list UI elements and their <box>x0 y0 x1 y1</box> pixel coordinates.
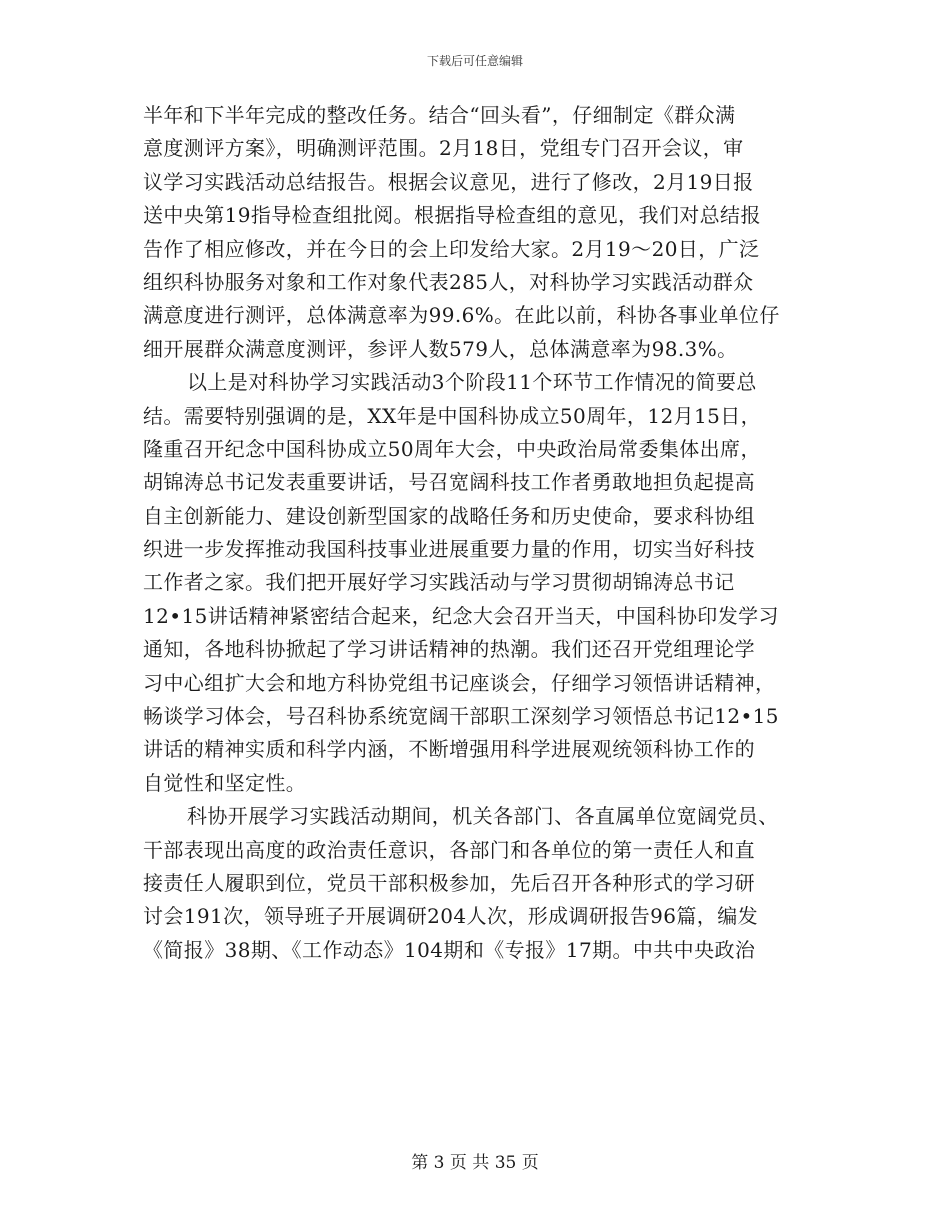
text-line: 12•15讲话精神紧密结合起来，纪念大会召开当天，中国科协印发学习 <box>143 603 779 628</box>
page-footer: 第 3 页 共 35 页 <box>411 1153 539 1173</box>
text-line: 意度测评方案》，明确测评范围。2月18日，党组专门召开会议，审 <box>143 136 744 161</box>
text-line: 自主创新能力、建设创新型国家的战略任务和历史使命，要求科协组 <box>143 503 755 528</box>
text-line: 习中心组扩大会和地方科协党组书记座谈会，仔细学习领悟讲话精神， <box>143 670 776 695</box>
text-line: 胡锦涛总书记发表重要讲话，号召宽阔科技工作者勇敢地担负起提高 <box>143 470 755 495</box>
text-line: 告作了相应修改，并在今日的会上印发给大家。2月19～20日，广泛 <box>143 236 760 261</box>
text-line: 干部表现出高度的政治责任意识，各部门和各单位的第一责任人和直 <box>143 837 755 862</box>
text-line: 接责任人履职到位，党员干部积极参加，先后召开各种形式的学习研 <box>143 870 755 895</box>
text-line: 讲话的精神实质和科学内涵，不断增强用科学进展观统领科协工作的 <box>143 737 755 762</box>
text-line: 织进一步发挥推动我国科技事业进展重要力量的作用，切实当好科技 <box>143 537 755 562</box>
text-line: 满意度进行测评，总体满意率为99.6%。在此以前，科协各事业单位仔 <box>143 303 780 328</box>
text-line: 议学习实践活动总结报告。根据会议意见，进行了修改，2月19日报 <box>143 169 754 194</box>
text-line: 科协开展学习实践活动期间，机关各部门、各直属单位宽阔党员、 <box>187 804 779 829</box>
paragraph <box>143 99 815 366</box>
text-line: 讨会191次，领导班子开展调研204人次，形成调研报告96篇，编发 <box>143 904 758 929</box>
page-header: 下载后可任意编辑 <box>426 54 523 68</box>
paragraph <box>143 366 815 800</box>
text-line: 通知，各地科协掀起了学习讲话精神的热潮。我们还召开党组理论学 <box>143 637 755 662</box>
paragraph <box>143 800 815 967</box>
text-line: 结。需要特别强调的是，XX年是中国科协成立50周年，12月15日， <box>143 403 762 428</box>
text-line: 送中央第19指导检查组批阅。根据指导检查组的意见，我们对总结报 <box>143 203 761 228</box>
text-line: 《简报》38期、《工作动态》104期和《专报》17期。中共中央政治 <box>143 937 756 962</box>
text-line: 自觉性和坚定性。 <box>143 770 307 795</box>
text-line: 畅谈学习体会，号召科协系统宽阔干部职工深刻学习领悟总书记12•15 <box>143 704 779 729</box>
text-line: 组织科协服务对象和工作对象代表285人，对科协学习实践活动群众 <box>143 269 754 294</box>
text-line: 半年和下半年完成的整改任务。结合“回头看”，仔细制定《群众满 <box>143 103 736 127</box>
text-line: 以上是对科协学习实践活动3个阶段11个环节工作情况的简要总 <box>187 370 757 395</box>
document-body <box>143 99 815 967</box>
text-line: 工作者之家。我们把开展好学习实践活动与学习贯彻胡锦涛总书记 <box>143 570 735 595</box>
text-line: 隆重召开纪念中国科协成立50周年大会，中央政治局常委集体出席， <box>143 436 761 461</box>
text-line: 细开展群众满意度测评，参评人数579人，总体满意率为98.3%。 <box>143 336 738 361</box>
